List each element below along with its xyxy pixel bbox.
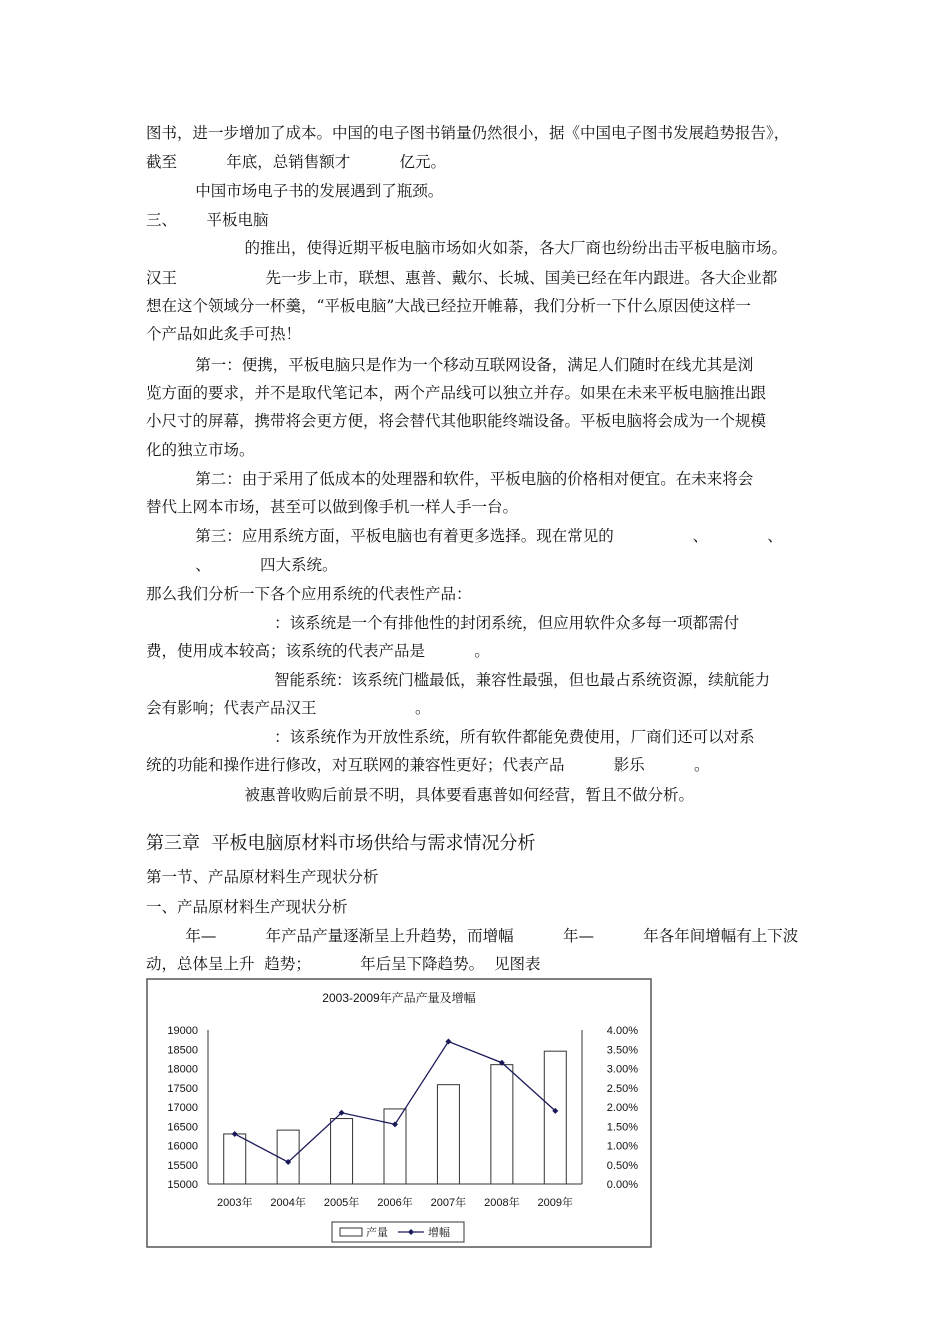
legend-label: 增幅 (428, 1227, 450, 1239)
y-left-tick-label: 16500 (167, 1121, 198, 1134)
paragraph-line: 览方面的要求，并不是取代笔记本，两个产品线可以独立并存。如果在未来平板电脑推出跟 (146, 384, 767, 402)
y-right-tick-label: 1.00% (606, 1140, 638, 1153)
y-left-tick-label: 17500 (167, 1082, 198, 1095)
paragraph-line: ：该系统作为开放性系统，所有软件都能免费使用，厂商们还可以对系 (146, 728, 755, 746)
production-chart (146, 978, 652, 1248)
legend-bar-swatch (340, 1228, 362, 1236)
paragraph-line: 想在这个领域分一杯羹，“平板电脑”大战已经拉开帷幕，我们分析一下什么原因使这样一 (146, 297, 751, 315)
y-left-tick-label: 17000 (167, 1102, 198, 1114)
paragraph-line: 第一：便携，平板电脑只是作为一个移动互联网设备，满足人们随时在线尤其是浏 (146, 356, 754, 374)
bar (277, 1130, 299, 1184)
x-tick-label: 2007年 (430, 1197, 467, 1209)
x-tick-label: 2004年 (270, 1197, 306, 1209)
paragraph-line: 年— 年产品产量逐渐呈上升趋势，而增幅 年— 年各年间增幅有上下波 (146, 927, 799, 945)
legend-label: 产量 (366, 1227, 388, 1239)
bar (224, 1134, 246, 1184)
y-left-tick-label: 15500 (167, 1159, 198, 1172)
x-tick-label: 2008年 (484, 1197, 520, 1209)
y-left-tick-label: 18500 (167, 1044, 198, 1057)
bar (384, 1109, 406, 1184)
paragraph-line: ：该系统是一个有排他性的封闭系统，但应用软件众多每一项都需付 (146, 614, 740, 632)
y-left-tick-label: 15000 (167, 1179, 198, 1191)
y-right-tick-label: 0.00% (606, 1179, 638, 1191)
x-tick-label: 2009年 (537, 1197, 574, 1209)
paragraph-line: 替代上网本市场，甚至可以做到像手机一样人手一台。 (146, 498, 519, 516)
bar (437, 1085, 459, 1184)
bar (331, 1119, 353, 1184)
paragraph-line: 中国市场电子书的发展遇到了瓶颈。 (146, 182, 444, 200)
x-tick-label: 2006年 (377, 1197, 413, 1209)
subsection-title: 一、产品原材料生产现状分析 (146, 898, 348, 916)
y-right-tick-label: 3.50% (606, 1044, 638, 1057)
bar (544, 1051, 566, 1184)
y-left-tick-label: 16000 (167, 1140, 198, 1153)
paragraph-line: 的推出，使得近期平板电脑市场如火如荼，各大厂商也纷纷出击平板电脑市场。 (146, 239, 788, 257)
y-right-tick-label: 2.00% (606, 1102, 638, 1114)
paragraph-line: 个产品如此炙手可热！ (146, 325, 302, 343)
section-title: 第一节、产品原材料生产现状分析 (146, 868, 379, 886)
paragraph-line: 、 四大系统。 (146, 556, 338, 574)
paragraph-line: 化的独立市场。 (146, 441, 255, 459)
paragraph-line: 动，总体呈上升 趋势； 年后呈下降趋势。 见图表 (146, 955, 541, 973)
paragraph-line: 费，使用成本较高；该系统的代表产品是 。 (146, 642, 490, 660)
paragraph-line: 三、 平板电脑 (146, 211, 269, 229)
y-right-tick-label: 3.00% (606, 1063, 638, 1076)
y-left-tick-label: 19000 (167, 1025, 198, 1037)
y-right-tick-label: 4.00% (606, 1025, 638, 1037)
paragraph-line: 小尺寸的屏幕，携带将会更方便，将会替代其他职能终端设备。平板电脑将会成为一个规模 (146, 412, 767, 430)
paragraph-line: 统的功能和操作进行修改，对互联网的兼容性更好；代表产品 影乐 。 (146, 756, 710, 774)
paragraph-line: 智能系统：该系统门槛最低，兼容性最强，但也最占系统资源，续航能力 (146, 671, 771, 689)
paragraph-line: 被惠普收购后前景不明，具体要看惠普如何经营，暂且不做分析。 (146, 786, 695, 804)
paragraph-line: 第三：应用系统方面，平板电脑也有着更多选择。现在常见的 、 、 (146, 527, 783, 545)
paragraph-line: 汉王 先一步上市，联想、惠普、戴尔、长城、国美已经在年内跟进。各大企业都 (146, 269, 778, 287)
chart-title: 2003-2009年产品产量及增幅 (322, 991, 476, 1005)
x-tick-label: 2003年 (216, 1197, 253, 1209)
y-right-tick-label: 2.50% (606, 1082, 638, 1095)
paragraph-line: 截至 年底，总销售额才 亿元。 (146, 153, 447, 171)
chapter-title: 第三章 平板电脑原材料市场供给与需求情况分析 (146, 833, 536, 854)
y-right-tick-label: 1.50% (606, 1121, 638, 1134)
paragraph-line: 第二：由于采用了低成本的处理器和软件，平板电脑的价格相对便宜。在未来将会 (146, 470, 754, 488)
y-left-tick-label: 18000 (167, 1063, 198, 1076)
paragraph-line: 那么我们分析一下各个应用系统的代表性产品： (146, 585, 472, 603)
paragraph-line: 图书，进一步增加了成本。中国的电子图书销量仍然很小，据《中国电子图书发展趋势报告》， (146, 124, 790, 142)
y-right-tick-label: 0.50% (606, 1159, 638, 1172)
bar (491, 1065, 513, 1184)
x-tick-label: 2005年 (323, 1197, 360, 1209)
paragraph-line: 会有影响；代表产品汉王 。 (146, 699, 431, 717)
